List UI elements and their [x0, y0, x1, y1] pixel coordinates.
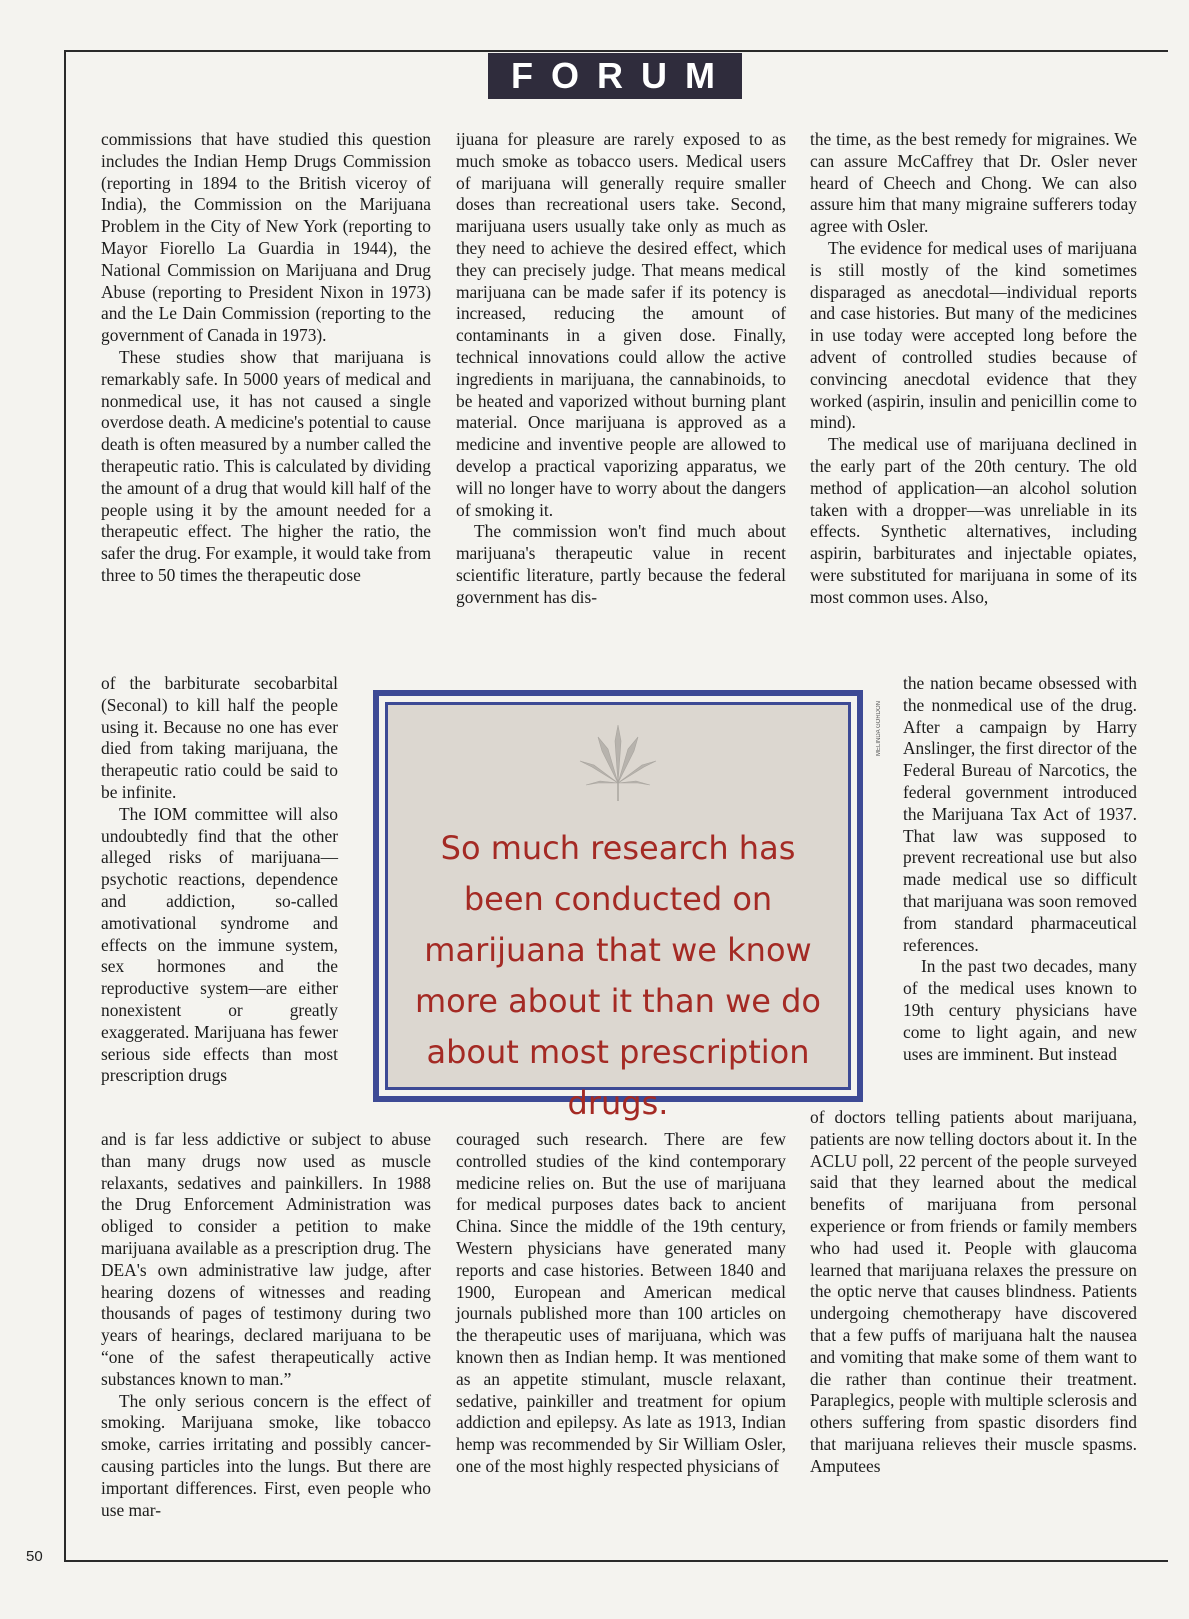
page-number: 50: [26, 1548, 43, 1565]
paragraph: and is far less addictive or subject to abuse than many drugs now used as muscle relaxants, sedatives and painkillers. In 1988 the Drug Enforcement Administration was obliged to consider a petition to make marijuana available as a prescription drug. The DEA's own administrative law judge, after hearing dozens of witnesses and reading thousands of pages of testimony during two years of hearings, declared marijuana to be “one of the safest therapeutically active substances known to man.”: [101, 1129, 431, 1389]
pull-quote-box: [373, 690, 863, 1122]
column-3-top: [810, 129, 1137, 609]
pull-quote-text: So much research has been conducted on marijuana that we know more about it than we do about most prescription drugs.: [415, 829, 821, 1122]
paragraph: of the barbiturate secobarbital (Seconal) to kill half the people using it. Because no one has ever died from taking marijuana, the therapeutic ratio could be said to be infinite.: [101, 673, 338, 802]
paragraph: The commission won't find much about marijuana's therapeutic value in recent scientific literature, partly because the federal government has dis-: [456, 521, 786, 607]
paragraph: ijuana for pleasure are rarely exposed to as much smoke as tobacco users. Medical users of marijuana will generally require smaller doses than recreational users take. Second, marijuana users usually take only as much as they need to achieve the desired effect, which they can precisely judge. That means medical marijuana can be made safer if its potency is increased, reducing the amount of contaminants in a given dose. Finally, technical innovations could allow the active ingredients in marijuana, the cannabinoids, to be heated and vaporized without burning plant material. Once marijuana is approved as a medicine and inventive people are allowed to develop a practical vaporizing apparatus, we will no longer have to worry about the dangers of smoking it.: [456, 129, 786, 520]
column-2-top: [456, 129, 786, 609]
paragraph: of doctors telling patients about marijuana, patients are now telling doctors about it. In the ACLU poll, 22 percent of the people surveyed said that they learned about the medical benefits of marijuana from personal experience or from friends or family members who had used it. People with glaucoma learned that marijuana relaxes the pressure on the optic nerve that causes blindness. Patients undergoing chemotherapy have discovered that a few puffs of marijuana halt the nausea and vomiting that make some of them want to die rather than continue their treatment. Paraplegics, people with multiple sclerosis and others suffering from spastic disorders find that marijuana relieves their muscle spasms. Amputees: [810, 1107, 1137, 1476]
paragraph: The evidence for medical uses of marijuana is still mostly of the kind sometimes disparaged as anecdotal—individual reports and case histories. But many of the medicines in use today were accepted long before the advent of controlled studies because of convincing anecdotal evidence that they worked (aspirin, insulin and penicillin come to mind).: [810, 237, 1137, 433]
section-label: FORUM: [488, 53, 742, 99]
paragraph: couraged such research. There are few controlled studies of the kind contemporary medicine relies on. But the use of marijuana for medical purposes dates back to ancient China. Since the middle of the 19th century, Western physicians have generated many reports and case histories. Between 1840 and 1900, European and American medical journals published more than 100 articles on the therapeutic uses of marijuana, which was known then as Indian hemp. It was mentioned as an appetite stimulant, muscle relaxant, sedative, painkiller and treatment for opium addiction and epilepsy. As late as 1913, Indian hemp was recommended by Sir William Osler, one of the most highly respected physicians of: [456, 1129, 786, 1476]
paragraph: In the past two decades, many of the medical uses known to 19th century physicians have come to light again, and new uses are imminent. But instead: [903, 956, 1137, 1064]
column-1-wrap: [101, 673, 338, 1087]
paragraph: These studies show that marijuana is remarkably safe. In 5000 years of medical and nonmedical use, it has not caused a single overdose death. A medicine's potential to cause death is often measured by a number called the therapeutic ratio. This is calculated by dividing the amount of a drug that would kill half of the people using it by the amount needed for a therapeutic effect. The higher the ratio, the safer the drug. For example, it would take from three to 50 times the therapeutic dose: [101, 346, 431, 585]
column-3-wrap: [903, 673, 1137, 1065]
column-2-bottom: [456, 1129, 786, 1478]
paragraph: The only serious concern is the effect of smoking. Marijuana smoke, like tobacco smoke, carries irritating and possibly cancer-causing particles into the lungs. But there are important differences. First, even people who use mar-: [101, 1390, 431, 1520]
paragraph: commissions that have studied this question includes the Indian Hemp Drugs Commission (reporting in 1894 to the British viceroy of India), the Commission on the Marijuana Problem in the City of New York (reporting to Mayor Fiorello La Guardia in 1944), the National Commission on Marijuana and Drug Abuse (reporting to President Nixon in 1973) and the Le Dain Commission (reporting to the government of Canada in 1973).: [101, 129, 431, 346]
column-3-bottom: [810, 1107, 1137, 1478]
photo-credit: MELINDA GORDON: [876, 700, 882, 756]
paragraph: the time, as the best remedy for migraines. We can assure McCaffrey that Dr. Osler never heard of Cheech and Chong. We can also assure him that many migraine sufferers today agree with Osler.: [810, 129, 1137, 237]
paragraph: The medical use of marijuana declined in the early part of the 20th century. The old method of application—an alcohol solution taken with a dropper—was unreliable in its effects. Synthetic alternatives, including aspirin, barbiturates and injectable opiates, were substituted for marijuana in some of its most common uses. Also,: [810, 434, 1137, 607]
column-1-bottom: [101, 1129, 431, 1521]
pull-quote-panel: [385, 702, 851, 1122]
paragraph: the nation became obsessed with the nonmedical use of the drug. After a campaign by Harry Anslinger, the first director of the Federal Bureau of Narcotics, the federal government introduced the Marijuana Tax Act of 1937. That law was supposed to prevent recreational use but also made medical use so difficult that marijuana was soon removed from standard pharmaceutical references.: [903, 673, 1137, 955]
marijuana-leaf-icon: [568, 721, 668, 821]
paragraph: The IOM committee will also undoubtedly find that the other alleged risks of marijuana—psychotic reactions, dependence and addiction, so-called amotivational syndrome and effects on the immune system, sex hormones and the reproductive system—are either nonexistent or greatly exaggerated. Marijuana has fewer serious side effects than most prescription drugs: [101, 803, 338, 1086]
column-1-top: [101, 129, 431, 587]
